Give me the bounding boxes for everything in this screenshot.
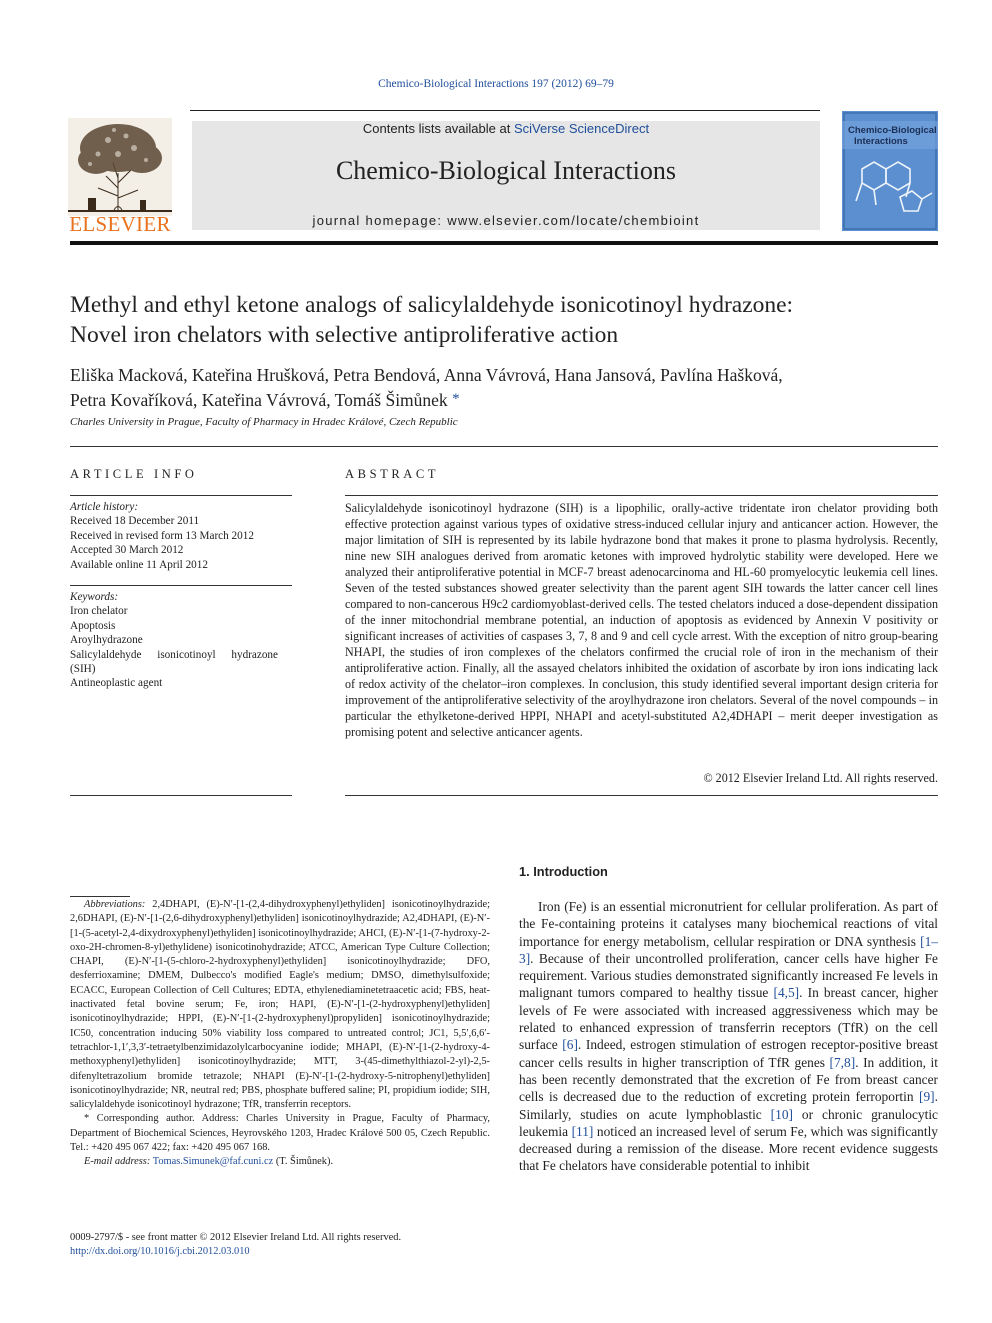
abstract-body: Salicylaldehyde isonicotinoyl hydrazone (SIH) is a lipophilic, orally-active tridentate iron chelator providing both effective protection against various types of oxidative stress-induced cellular injury and anticancer action. However, the major limitation of SIH is represented by its labile hydrazone bond that makes it prone to plasma hydrolysis. Recently, nine new SIH analogues derived from aromatic ketones with improved hydrolytic stability were developed. Here we analyzed their antiproliferative potential in MCF-7 breast adenocarcinoma and HL-60 promyelocytic leukemia cell lines. Seven of the tested substances showed greater selectivity than the parent agent SIH towards the latter cancer cell lines compared to non-cancerous H9c2 cardiomyoblast-derived cells. The tested chelators induced a dose-dependent dissipation of the inner mitochondrial membrane potential, an induction of apoptosis as evidenced by Annexin V positivity or significant increases of activities of caspases 3, 7, 8 and 9 and cell cycle arrest. With the exception of nitro group-bearing NHAPI, the studies of iron complexes of the chelators confirmed the crucial role of iron in the mechanism of their antiproliferative action. Finally, all the assayed chelators inhibited the oxidation of ascorbate by iron ions indicating lack of redox activity of the chelator–iron complexes. In conclusion, this study identified several important design criteria for improvement of the antiproliferative selectivity of the aroylhydrazone iron chelators. Several of the novel compounds – in particular the ethylketone-derived HPPI, NHAPI and acetyl-substituted A2,4DHAPI – merit deeper investigation as promising potent and selective anticancer agents. <box>345 501 938 739</box>
abstract-divider-bottom <box>345 795 938 796</box>
author-list: Eliška Macková, Kateřina Hrušková, Petra Bendová, Anna Vávrová, Hana Jansová, Pavlína Hašková, Petra Kovaříková, Kateřina Vávrová, Tomáš Šimůnek * <box>70 365 783 410</box>
abstract-divider-top <box>345 495 938 496</box>
keywords-list <box>70 590 292 691</box>
introduction-heading: 1. Introduction <box>519 864 608 879</box>
footnote-rule <box>70 896 130 897</box>
header-divider <box>190 110 820 111</box>
front-matter-info <box>70 1231 500 1260</box>
journal-citation[interactable]: Chemico-Biological Interactions 197 (2012) 69–79 <box>378 78 614 90</box>
introduction-body <box>519 898 938 1175</box>
intro-text-segment: . Indeed, estrogen stimulation of estrogen receptor-positive breast cancer cells results in higher transcription of TfR genes <box>519 1037 939 1070</box>
intro-text-segment: . Because of their uncontrolled proliferation, cancer cells have higher Fe requirement. Various studies demonstrated significantly increased Fe levels in malignant tumors compared to healthy tissue <box>519 950 938 1001</box>
citation-reference-link[interactable]: [9] <box>919 1089 935 1105</box>
intro-text-segment: . In breast cancer, higher levels of Fe were associated with increased aggressiveness which may be related to enhanced expression of transferrin receptors (TfR) on the cell surface <box>519 985 938 1053</box>
intro-text-segment: noticed an increased level of serum Fe, which was significantly decreased during a remission of the disease. More recent evidence suggests that Fe chelators have considerable potential to inhibit <box>519 1123 938 1174</box>
elsevier-wordmark: ELSEVIER <box>69 212 171 236</box>
article-title: Methyl and ethyl ketone analogs of salicylaldehyde isonicotinoyl hydrazone: Novel iron chelators with selective antiproliferative action <box>70 292 794 348</box>
sciencedirect-link[interactable]: SciVerse ScienceDirect <box>513 121 650 136</box>
article-info-divider-top <box>70 495 292 496</box>
keywords-label: Keywords: <box>70 591 119 603</box>
history-item: Accepted 30 March 2012 <box>70 544 184 557</box>
history-item: Received 18 December 2011 <box>70 515 200 528</box>
intro-text-segment: or chronic granulocytic leukemia <box>519 1106 939 1139</box>
citation-reference-link[interactable]: [10] <box>770 1106 793 1122</box>
abstract-heading: ABSTRACT <box>345 467 440 481</box>
citation-reference-link[interactable]: [6] <box>562 1037 578 1053</box>
keyword-item: Antineoplastic agent <box>70 677 163 690</box>
intro-text-segment: . In addition, it has been recently demonstrated that the excretion of Fe from breast cancer cells is decreased due to the reduction of excreting protein ferroportin <box>519 1054 938 1105</box>
journal-homepage: journal homepage: www.elsevier.com/locate/chembioint <box>312 213 700 228</box>
keyword-item: Aroylhydrazone <box>70 634 143 647</box>
journal-cover-thumbnail[interactable] <box>842 111 938 231</box>
citation-reference-link[interactable]: [1–3] <box>519 933 938 966</box>
history-label: Article history: <box>70 501 139 513</box>
corresponding-author-mark[interactable]: * <box>452 391 460 407</box>
citation-reference-link[interactable]: [7,8] <box>829 1054 856 1070</box>
contents-available-line: Contents lists available at SciVerse ScienceDirect <box>362 121 650 136</box>
affiliation-divider <box>70 446 938 447</box>
citation-reference-link[interactable]: [11] <box>571 1123 594 1139</box>
keyword-item: Apoptosis <box>70 619 116 632</box>
article-info-heading: ARTICLE INFO <box>70 467 198 481</box>
intro-text-segment: . Similarly, studies on acute lymphoblastic <box>519 1089 938 1122</box>
doi-link[interactable]: http://dx.doi.org/10.1016/j.cbi.2012.03.010 <box>70 1246 250 1258</box>
citation-reference-link[interactable]: [4,5] <box>773 985 800 1001</box>
abstract-copyright: © 2012 Elsevier Ireland Ltd. All rights reserved. <box>703 771 938 785</box>
header-thick-rule <box>70 241 938 245</box>
author-email-link[interactable]: Tomas.Simunek@faf.cuni.cz <box>152 1156 274 1168</box>
journal-title: Chemico-Biological Interactions <box>335 156 677 185</box>
elsevier-logo[interactable] <box>68 118 172 234</box>
keyword-item: Iron chelator <box>70 605 128 618</box>
keyword-item: Salicylaldehyde isonicotinoyl hydrazone (SIH) <box>70 648 278 676</box>
footnotes <box>70 898 490 1170</box>
article-info-divider-mid <box>70 585 292 586</box>
history-item: Received in revised form 13 March 2012 <box>70 529 254 542</box>
author-affiliation: Charles University in Prague, Faculty of Pharmacy in Hradec Králové, Czech Republic <box>70 416 458 428</box>
cover-title: Chemico-Biological Interactions <box>848 125 937 147</box>
intro-text-segment: Iron (Fe) is an essential micronutrient for cellular proliferation. As part of the Fe-containing proteins it catalyses many biochemical reactions of vital importance for energy metabolism, cellular respiration or DNA synthesis <box>519 899 938 949</box>
email-footnote: E-mail address: Tomas.Simunek@faf.cuni.cz (T. Šimůnek). <box>84 1156 334 1168</box>
history-item: Available online 11 April 2012 <box>70 558 208 571</box>
issn-line: 0009-2797/$ - see front matter © 2012 Elsevier Ireland Ltd. All rights reserved. <box>70 1232 402 1243</box>
homepage-url[interactable]: www.elsevier.com/locate/chembioint <box>447 213 700 228</box>
article-history <box>70 500 292 572</box>
article-info-divider-bottom <box>70 795 292 796</box>
corresponding-author-footnote: * Corresponding author. Address: Charles University in Prague, Faculty of Pharmacy, Department of Biochemical Sciences, Heyrovského 1203, Hradec Králové 500 05, Czech Republic. Tel.: +420 495 067 422; fax: +420 495 067 168. <box>70 1113 490 1154</box>
abbreviations-footnote: Abbreviations: 2,4DHAPI, (E)-N′-[1-(2,4-dihydroxyphenyl)ethyliden] isonicotinoylhydrazide; 2,6DHAPI, (E)-N′-[1-(2,6-dihydroxyphenyl)ethyliden] isonicotinoylhydrazide; A2,4DHAPI, (E)-N′-[1-(5-acetyl-2,4-dixydroxyphenyl)ethyliden] isonicotinoylhydrazide; AHCI, (E)-N′-[1-(7-hydroxy-2-oxo-2H-chromen-8-yl)ethylidene) isonicotinohydrazide; ATCC, American Type Culture Collection; CHAPI, (E)-N′-[1-(5-chloro-2-hydroxyphenyl)ethyliden] isonicotinoylhydrazide; DFO, desferrioxamine; DMEM, Dulbecco's modified Eagle's medium; DMSO, dimethylsulfoxide; ECACC, European Collection of Cell Cultures; EDTA, ethylenediaminetetraacetic acid; FBS, heat-inactivated fetal bovine serum; Fe, iron; HAPI, (E)-N′-[1-(2-hydroxyphenyl)ethyliden] isonicotinoylhydrazide; HPPI, (E)-N′-[1-(2-hydroxyphenyl)propyliden] isonicotinoylhydrazide; IC50, concentration inducing 50% viability loss compared to untreated control; JC1, 5,5′,6,6′-tetrachlor-1,1′,3,3′-tetraetylbenzimidazolylcarbocyanine iodide; MHAPI, (E)-N′-[1-(2-hydroxy-4-methoxyphenyl)ethyliden] isonicotinoylhydrazide; MTT, 3-(45-dimethylthiazol-2-yl)-2,5-difenyltetrazolium bromide tetrazole; NHAPI (E)-N′-[1-(2-hydroxy-5-nitrophenyl)ethyliden] isonicotinoylhydrazide; NR, neutral red; PBS, phosphate buffered saline; PI, propidium iodide; SIH, salicylaldehyde isonicotinoyl hydrazone; TfR, transferrin receptors. <box>70 899 490 1111</box>
